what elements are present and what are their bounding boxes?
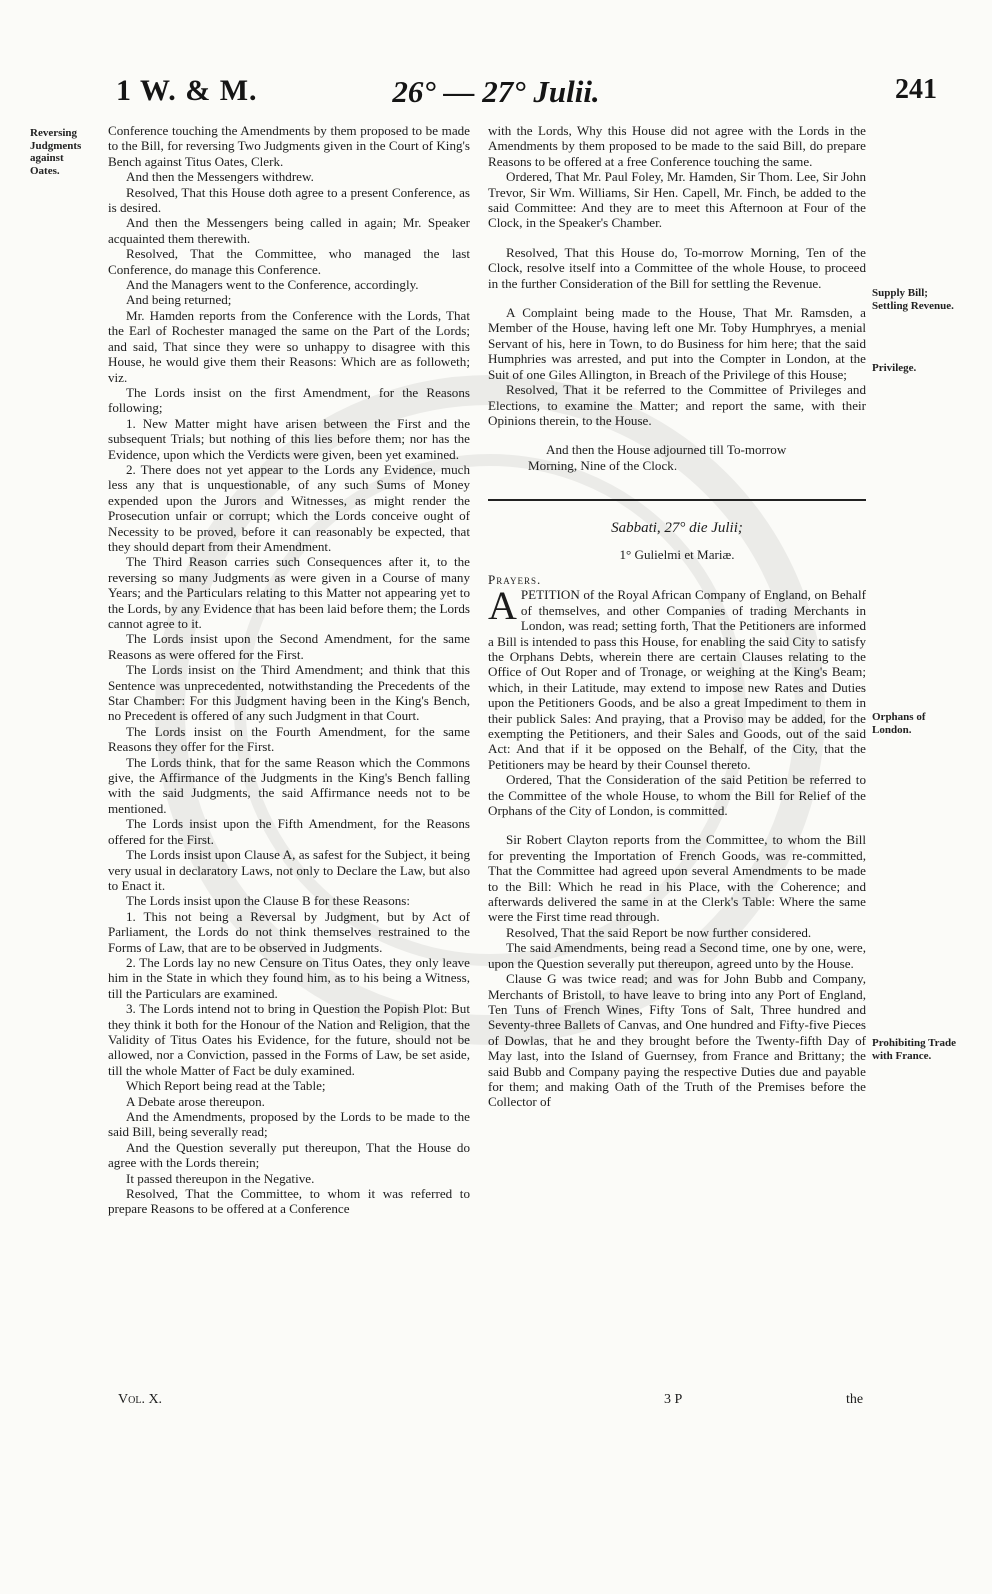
- left-paragraph: The Lords insist upon the Second Amendment, for the same Reasons as were offered for the First.: [108, 631, 470, 662]
- regnal-line: 1° Gulielmi et Mariæ.: [619, 546, 735, 562]
- left-paragraph: A Debate arose thereupon.: [126, 1093, 265, 1109]
- right-paragraph: Ordered, That Mr. Paul Foley, Mr. Hamden, Sir Thom. Lee, Sir John Trevor, Sir Wm. Williams, Sir Hen. Capell, Mr. Finch, be added to the said Committee: And they are to meet this Afternoon at Four of the Clock, in the Speaker's Chamber.: [488, 169, 866, 231]
- margin-note-orphans: Orphans of London.: [872, 711, 926, 736]
- margin-note-reversing: Reversing Judgments against Oates.: [30, 127, 82, 177]
- left-paragraph: The Third Reason carries such Consequences after it, to the reversing so many Judgments as were given in a Course of many Years; and the Particulars relating to this Matter not appearing yet to the Lords, by any Evidence that has been laid before them; the Lords cannot agree to it.: [108, 554, 470, 631]
- right-paragraph: with the Lords, Why this House did not agree with the Lords in the Amendments by them proposed to be made to the said Bill, do prepare Reasons to be offered at a free Conference touching the same.: [488, 123, 866, 169]
- left-paragraph: The Lords insist upon the Clause B for these Reasons:: [126, 893, 411, 909]
- left-paragraph: The Lords insist on the Third Amendment; and think that this Sentence was unprecedented, notwithstanding the Precedents of the Star Chamber: For this Judgment having been in the King's Bench, no Precedent is offered of any such Judgment in that Court.: [108, 662, 470, 724]
- left-paragraph: 2. There does not yet appear to the Lords any Evidence, much less any that is unquestionable, of any such Sums of Money expended upon the Jurors and Witnesses, as might render the Prosecution unfair or corrupt; which the Lords conceive ought of Necessity to be proved, before it can reasonably be expected, that they should depart from their Amendment.: [108, 461, 470, 554]
- left-paragraph: And the Question severally put thereupon, That the House do agree with the Lords therein;: [108, 1139, 470, 1171]
- section-rule: [488, 499, 866, 501]
- left-paragraph: Conference touching the Amendments by them proposed to be made to the Bill, for reversing Two Judgments given in the Court of King's Bench against Titus Oates, Clerk.: [108, 123, 470, 169]
- catchword: the: [846, 1392, 864, 1407]
- left-paragraph: And the Amendments, proposed by the Lords to be made to the said Bill, being severally read;: [108, 1109, 470, 1140]
- margin-note-privilege: Privilege.: [872, 362, 917, 374]
- margin-note-supply: Supply Bill; Settling Revenue.: [872, 287, 954, 312]
- left-paragraph: 2. The Lords lay no new Censure on Titus Oates, they only leave him in the State in which they found him, as to his being a Witness, till the Particulars are examined.: [108, 954, 470, 1001]
- date-heading: Sabbati, 27° die Julii;: [611, 520, 743, 537]
- prayers-label: Prayers.: [488, 571, 542, 587]
- france-paragraph: Resolved, That the said Report be now further considered.: [506, 924, 812, 940]
- left-paragraph: It passed thereupon in the Negative.: [126, 1170, 315, 1186]
- privilege-paragraph: A Complaint being made to the House, That Mr. Ramsden, a Member of the House, having left one Mr. Toby Humphryes, a menial Servant of his, here in Town, to do Business for him here; that the said Humphries was arrested, and put into the Compter in London, at the Suit of one Giles Allington, in Breach of the Privilege of this House;: [488, 305, 866, 382]
- petition-text: PETITION of the Royal African Company of England, on Behalf of themselves, and other Companies of trading Merchants in London, was read; setting forth, That the Petitioners are informed a Bill is intended to pass this House, for enabling the said City to satisfy the Orphans Debts, wherein there are certain Clauses relating to the Office of Out Roper and of Tronage, or weighing at the King's Beam; which, in their Latitude, may extend to impose new Rates and Duties upon the Petitioners Goods, and be also a great Impediment to them in their publick Sales: And praying, that a Proviso may be added, for the exempting the Petitioners, and their Sales and Goods, out of the said Act: And that if it be opposed on the Behalf, of the City, that the Petitioners may be heard by their Counsel thereto.: [488, 587, 866, 772]
- left-paragraph: Resolved, That the Committee, to whom it was referred to prepare Reasons to be offered at a Conference: [108, 1186, 470, 1217]
- supply-paragraph: Resolved, That this House do, To-morrow Morning, Ten of the Clock, resolve itself into a Committee of the whole House, to proceed in the further Consideration of the Bill for settling the Revenue.: [488, 244, 866, 291]
- left-paragraph: The Lords insist on the first Amendment, for the Reasons following;: [108, 384, 470, 416]
- left-paragraph: The Lords insist on the Fourth Amendment, for the same Reasons they offer for the First.: [108, 723, 470, 755]
- signature-mark: 3 P: [664, 1392, 683, 1407]
- france-paragraph: Sir Robert Clayton reports from the Committee, to whom the Bill for preventing the Importation of French Goods, was re-committed, That the Committee had agreed upon several Amendments to be made to the Bill: Which he read in his Place, with the Coherence; and afterwards delivered the same in at the Clerk's Table: Where the same were the First time read through.: [488, 832, 866, 925]
- left-paragraph: And being returned;: [126, 292, 232, 308]
- privilege-paragraph: Resolved, That it be referred to the Committee of Privileges and Elections, to examine the Matter; and report the same, with their Opinions therein, to the House.: [488, 382, 866, 428]
- left-paragraph: 3. The Lords intend not to bring in Question the Popish Plot: But they think it both for the Honour of the Nation and Religion, that the Validity of Titus Oates his Evidence, for the future, should not be allowed, nor a Conviction, passed in the Forms of Law, be set aside, till the whole Matter of Fact be duly examined.: [108, 1001, 470, 1078]
- left-paragraph: Resolved, That the Committee, who managed the last Conference, do manage this Conference.: [108, 246, 470, 277]
- left-paragraph: The Lords insist upon the Fifth Amendment, for the Reasons offered for the First.: [108, 816, 470, 847]
- france-paragraph: Clause G was twice read; and was for John Bubb and Company, Merchants of Bristoll, to have leave to bring into any Port of England, Ten Tuns of French Wines, Fifty Tons of Salt, Three hundred and Seventy-three Ballets of Canvas, and One hundred and Fifty-five Pieces of Dowlas, that he and they brought before the Twenty-fifth Day of May last, into the Island of Guernsey, from France and Brittany; the said Bubb and Company paying the respective Duties due and payable for them; and making Oath of the Truth of the Premises before the Collector of: [488, 971, 866, 1110]
- volume-label: Vol. X.: [118, 1392, 163, 1407]
- left-paragraph: Which Report being read at the Table;: [126, 1078, 326, 1094]
- right-column: [488, 123, 866, 1110]
- petition-paragraph: [488, 583, 866, 772]
- left-paragraph: And then the Messengers withdrew.: [126, 169, 314, 185]
- left-paragraph: Mr. Hamden reports from the Conference with the Lords, That the Earl of Rochester managed the same on the Part of the Lords; and said, That since they were so unhappy to disagree with this House, he would give them their Reasons: Which are as followeth; viz.: [108, 307, 470, 385]
- page-number: 241: [895, 74, 937, 105]
- left-column: [108, 123, 470, 1217]
- header-dates: 26° — 27° Julii.: [392, 74, 600, 109]
- left-paragraph: 1. New Matter might have arisen between the First and the subsequent Trials; but nothing of this lies before them; nor has the Evidence, upon which the Verdicts were given, been yet examined.: [108, 415, 470, 462]
- ordered-paragraph: Ordered, That the Consideration of the said Petition be referred to the Committee of the whole House, to whom the Bill for Relief of the Orphans of the City of London, is committed.: [488, 772, 866, 819]
- header-regnal-year: 1 W. & M.: [116, 74, 258, 107]
- adjourn-text: And then the House adjourned till To-morrow Morning, Nine of the Clock.: [528, 442, 787, 473]
- left-paragraph: 1. This not being a Reversal by Judgment, but by Act of Parliament, the Lords do not think themselves restrained to the Forms of Law, that are to be observed in Judgments.: [108, 908, 470, 955]
- drop-cap: A: [488, 583, 517, 629]
- left-paragraph: And then the Messengers being called in again; Mr. Speaker acquainted them therewith.: [108, 215, 470, 246]
- france-paragraph: The said Amendments, being read a Second time, one by one, were, upon the Question severally put thereupon, agreed unto by the House.: [488, 940, 866, 971]
- left-paragraph: The Lords insist upon Clause A, as safest for the Subject, it being very usual in declaratory Laws, not only to Declare the Law, but also to Enact it.: [108, 847, 470, 893]
- left-paragraph: Resolved, That this House doth agree to a present Conference, as is desired.: [108, 184, 470, 216]
- left-paragraph: And the Managers went to the Conference, accordingly.: [126, 277, 419, 293]
- left-paragraph: The Lords think, that for the same Reason which the Commons give, the Affirmance of the Judgments in the King's Bench falling with the said Judgments, the said Affirmance needs not to be mentioned.: [108, 754, 470, 816]
- margin-note-prohibiting: Prohibiting Trade with France.: [872, 1037, 957, 1062]
